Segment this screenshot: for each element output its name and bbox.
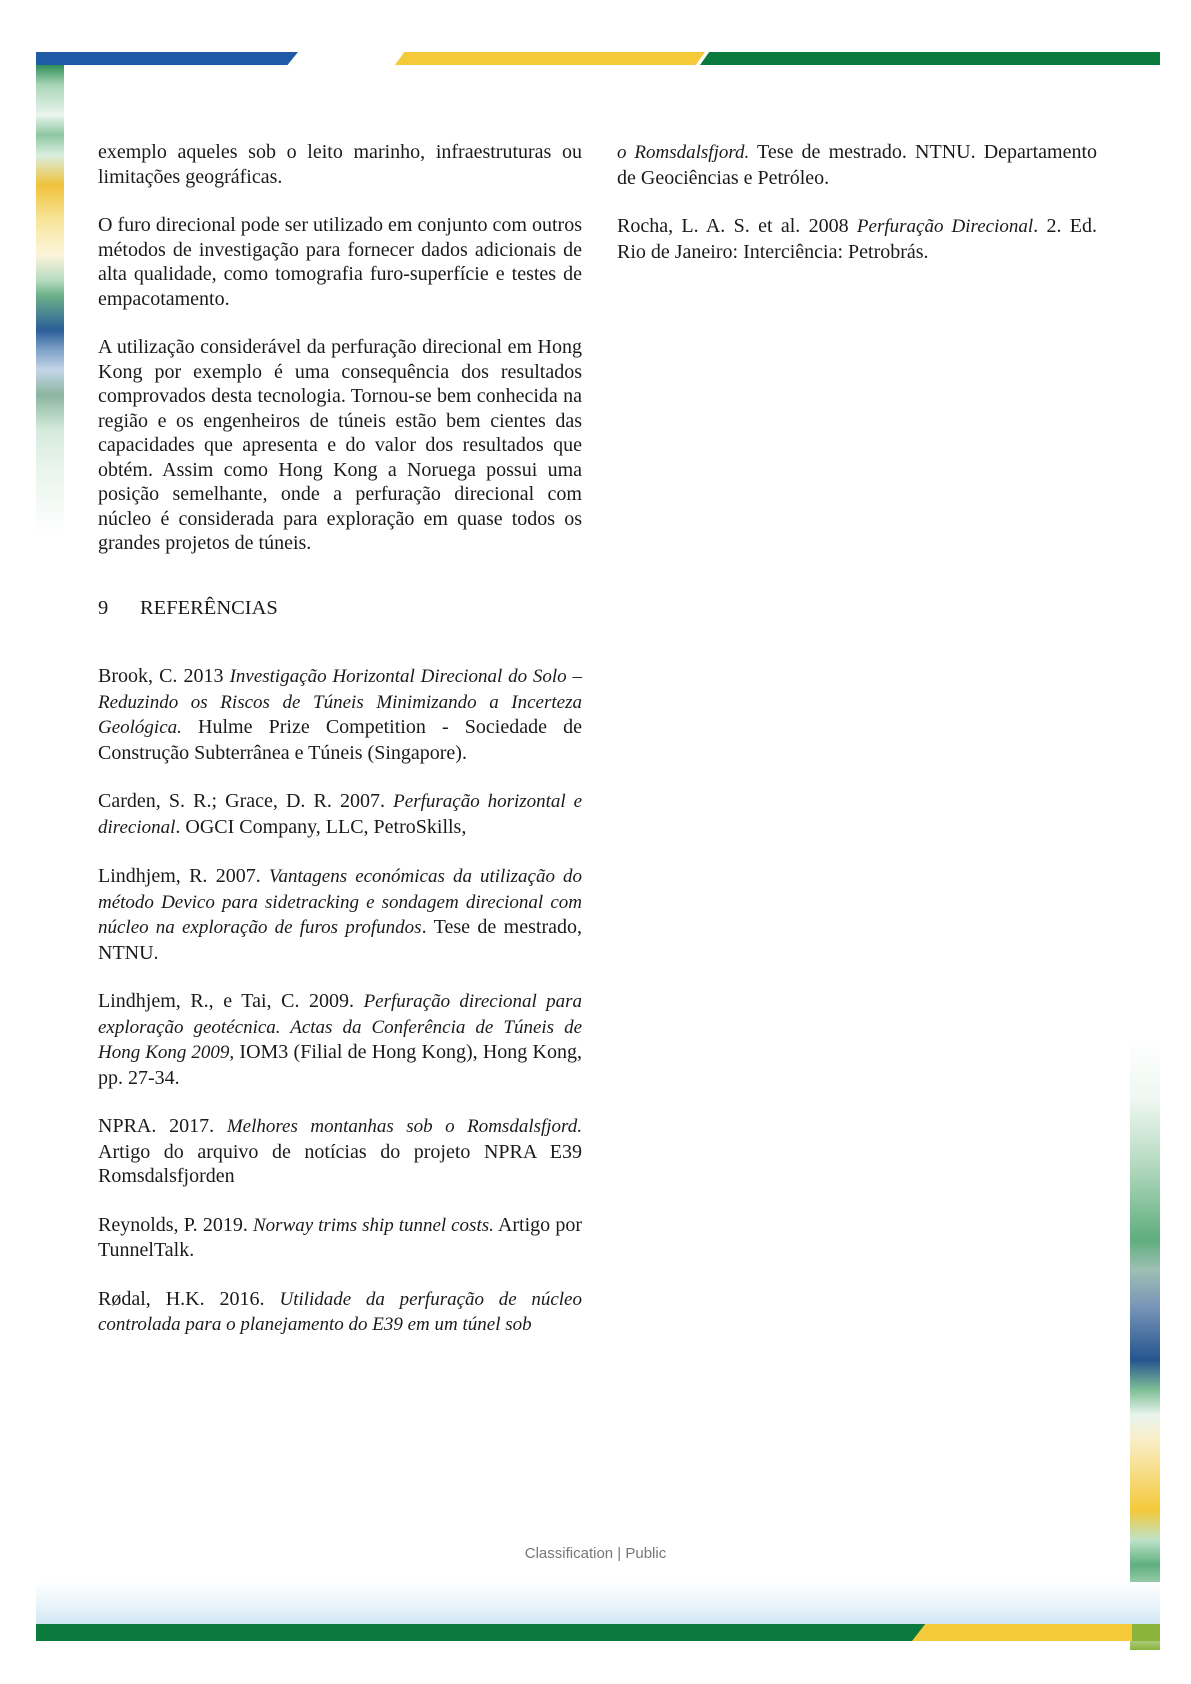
reference-item: Brook, C. 2013 Investigação Horizontal Direcional do Solo – Reduzindo os Riscos de Túneis Minimizando a Incerteza Geológica. Hulme Prize Competition - Sociedade de Construção Subterrânea e Túneis (Singapore). (98, 665, 582, 764)
body-paragraph: exemplo aqueles sob o leito marinho, infraestruturas ou limitações geográficas. (98, 141, 582, 188)
bottom-bar-yellow (912, 1624, 1132, 1641)
section-heading (98, 596, 582, 621)
reference-item: Rocha, L. A. S. et al. 2008 Perfuração Direcional. 2. Ed. Rio de Janeiro: Interciência: Petrobrás. (617, 215, 1098, 263)
reference-item: Lindhjem, R., e Tai, C. 2009. Perfuração direcional para exploração geotécnica. Actas da Conferência de Túneis de Hong Kong 2009, IOM3 (Filial de Hong Kong), Hong Kong, pp. 27-34. (98, 990, 583, 1089)
body-paragraph: A utilização considerável da perfuração direcional em Hong Kong por exemplo é uma consequência dos resultados comprovados desta tecnologia. Tornou-se bem conhecida na região e os engenheiros de túneis estão bem cientes das capacidades que apresenta e do valor dos resultados que obtém. Assim como Hong Kong a Noruega possui uma posição semelhante, onde a perfuração direcional com núcleo é considerada para exploração em quase todos os grandes projetos de túneis. (98, 336, 582, 554)
right-column (617, 140, 1097, 288)
body-paragraph: O furo direcional pode ser utilizado em conjunto com outros métodos de investigação para fornecer dados adicionais de alta qualidade, como tomografia furo-superfície e testes de empacotamento. (98, 214, 582, 310)
section-number: 9 (98, 596, 109, 619)
reference-item: Rødal, H.K. 2016. Utilidade da perfuração de núcleo controlada para o planejamento do E39 em um túnel sob (98, 1287, 582, 1335)
section-title: REFERÊNCIAS (140, 596, 278, 619)
bottom-bar-olive (1132, 1624, 1160, 1641)
footer-classification: Classification | Public (524, 1545, 667, 1562)
bottom-fade (36, 1582, 1160, 1624)
top-bar-yellow (395, 52, 705, 65)
reference-item: Reynolds, P. 2019. Norway trims ship tunnel costs. Artigo por TunnelTalk. (98, 1213, 583, 1261)
left-decorative-stripe (36, 65, 64, 535)
top-bar-green (700, 52, 1160, 65)
left-column (98, 140, 582, 1362)
top-bar-blue (36, 52, 298, 65)
reference-item-continued: o Romsdalsfjord. Tese de mestrado. NTNU. Departamento de Geociências e Petróleo. (617, 141, 1097, 189)
reference-item: Carden, S. R.; Grace, D. R. 2007. Perfuração horizontal e direcional. OGCI Company, LLC, PetroSkills, (98, 790, 582, 838)
reference-item: Lindhjem, R. 2007. Vantagens económicas da utilização do método Devico para sidetracking e sondagem direcional com núcleo na exploração de furos profundos. Tese de mestrado, NTNU. (98, 865, 582, 964)
reference-item: NPRA. 2017. Melhores montanhas sob o Romsdalsfjord. Artigo do arquivo de notícias do projeto NPRA E39 Romsdalsfjorden (98, 1115, 582, 1187)
